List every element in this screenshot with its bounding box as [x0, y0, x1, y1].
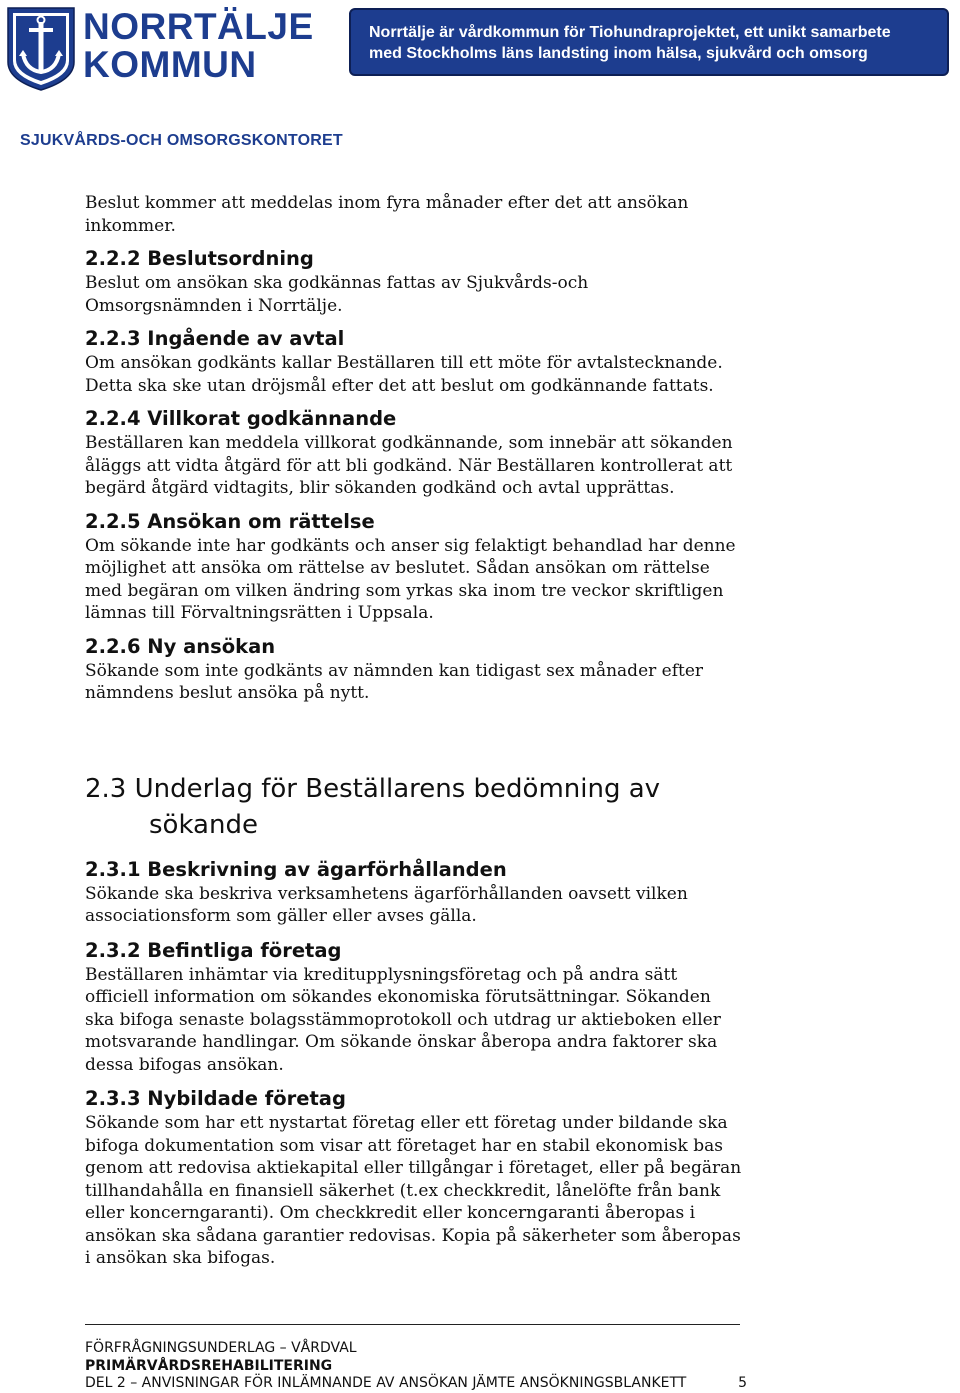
- paragraph-line: Omsorgsnämnden i Norrtälje.: [85, 295, 343, 316]
- section-heading-2-2-3: 2.2.3 Ingående av avtal: [85, 327, 345, 350]
- paragraph-line: i ansökan ska bifogas.: [85, 1248, 276, 1268]
- paragraph-line: eller koncerngaranti). Om checkkredit eller koncerngaranti åberopas i: [85, 1203, 696, 1223]
- paragraph-line: nämndens beslut ansöka på nytt.: [85, 683, 370, 703]
- footer-line-3: DEL 2 – ANVISNINGAR FÖR INLÄMNANDE AV ANSÖKAN JÄMTE ANSÖKNINGSBLANKETT: [85, 1375, 687, 1391]
- paragraph-line: ska bifoga senaste bolagsstämmoprotokoll och utdrag ur aktieboken eller: [85, 1009, 721, 1030]
- section-heading-2-3-1: 2.3.1 Beskrivning av ägarförhållanden: [85, 857, 507, 881]
- footer-line-3-row: [85, 1375, 747, 1393]
- page-footer: [85, 1340, 955, 1393]
- footer-divider: [85, 1324, 740, 1325]
- paragraph-line: lämnas till Förvaltningsrätten i Uppsala.: [85, 603, 434, 623]
- section-heading-2-3-2: 2.3.2 Befintliga företag: [85, 938, 342, 962]
- paragraph-line: Detta ska ske utan dröjsmål efter det att beslut om godkännande fattats.: [85, 375, 714, 396]
- paragraph-line: motsvarande handlingar. Om sökande önskar åberopa andra faktorer ska: [85, 1032, 718, 1052]
- section-heading-2-2-5: 2.2.5 Ansökan om rättelse: [85, 509, 375, 533]
- paragraph-line: Sökande ska beskriva verksamhetens ägarförhållanden oavsett vilken: [85, 883, 688, 904]
- paragraph-line: Sökande som inte godkänts av nämnden kan tidigast sex månader efter: [85, 660, 704, 681]
- document-body: [85, 192, 785, 1270]
- paragraph-line: genom att redovisa aktiekapital eller tillgångar i företaget, eller på begäran: [85, 1158, 742, 1178]
- heading-line-2: sökande: [149, 809, 258, 840]
- paragraph-line: Beslut om ansökan ska godkännas fattas av Sjukvårds-och: [85, 273, 589, 293]
- paragraph-line: Beställaren kan meddela villkorat godkännande, som innebär att sökanden: [85, 433, 733, 453]
- section-heading-2-2-4: 2.2.4 Villkorat godkännande: [85, 407, 397, 430]
- municipality-wordmark: [83, 6, 314, 85]
- intro-line: inkommer.: [85, 215, 176, 236]
- paragraph-line: officiell information om sökandes ekonomiska förutsättningar. Sökanden: [85, 987, 711, 1007]
- paragraph-line: bifoga dokumentation som visar att företaget har en stabil ekonomisk bas: [85, 1135, 723, 1156]
- paragraph-line: åläggs att vidta åtgärd för att bli godkänd. När Beställaren kontrollerat att: [85, 455, 733, 476]
- section-heading-2-3: [85, 771, 785, 843]
- header-banner: [349, 8, 949, 76]
- paragraph-line: dessa bifogas ansökan.: [85, 1054, 284, 1075]
- page-number: 5: [738, 1375, 747, 1391]
- banner-line-1: Norrtälje är vårdkommun för Tiohundraprojektet, ett unikt samarbete: [369, 24, 891, 41]
- section-heading-2-2-2: 2.2.2 Beslutsordning: [85, 247, 314, 270]
- paragraph-line: ansökan ska sådana garantier redovisas. Kopia på säkerheter som åberopas: [85, 1225, 741, 1246]
- footer-line-2: PRIMÄRVÅRDSREHABILITERING: [85, 1357, 333, 1374]
- paragraph-line: associationsform som gäller eller avses gälla.: [85, 906, 477, 926]
- intro-line: Beslut kommer att meddelas inom fyra månader efter det att ansökan: [85, 193, 689, 213]
- heading-line-1: 2.3 Underlag för Beställarens bedömning av: [85, 773, 661, 804]
- paragraph-line: begärd åtgärd vidtagits, blir sökanden godkänd och avtal upprättas.: [85, 478, 675, 498]
- paragraph-line: möjlighet att ansöka om rättelse av beslutet. Sådan ansökan om rättelse: [85, 558, 710, 578]
- section-heading-2-2-6: 2.2.6 Ny ansökan: [85, 634, 276, 658]
- paragraph-line: med begäran om vilken ändring som yrkas ska inom tre veckor skriftligen: [85, 580, 724, 601]
- paragraph-line: Om sökande inte har godkänts och anser sig felaktigt behandlad har denne: [85, 535, 736, 556]
- footer-line-1: FÖRFRÅGNINGSUNDERLAG – VÅRDVAL: [85, 1340, 357, 1356]
- paragraph-line: tillhandahålla en finansiell säkerhet (t.ex checkkredit, lånelöfte från bank: [85, 1180, 721, 1201]
- banner-line-2: med Stockholms läns landsting inom hälsa, sjukvård och omsorg: [369, 45, 868, 62]
- paragraph-line: Beställaren inhämtar via kreditupplysningsföretag och på andra sätt: [85, 964, 678, 985]
- wordmark-line-2: KOMMUN: [83, 44, 257, 85]
- paragraph-line: Sökande som har ett nystartat företag eller ett företag under bildande ska: [85, 1113, 728, 1133]
- wordmark-line-1: NORRTÄLJE: [83, 6, 314, 47]
- paragraph-line: Om ansökan godkänts kallar Beställaren till ett möte för avtalstecknande.: [85, 353, 723, 373]
- office-name: SJUKVÅRDS-OCH OMSORGSKONTORET: [20, 132, 343, 149]
- norrtalje-anchor-logo: [6, 6, 76, 92]
- section-heading-2-3-3: 2.3.3 Nybildade företag: [85, 1087, 346, 1110]
